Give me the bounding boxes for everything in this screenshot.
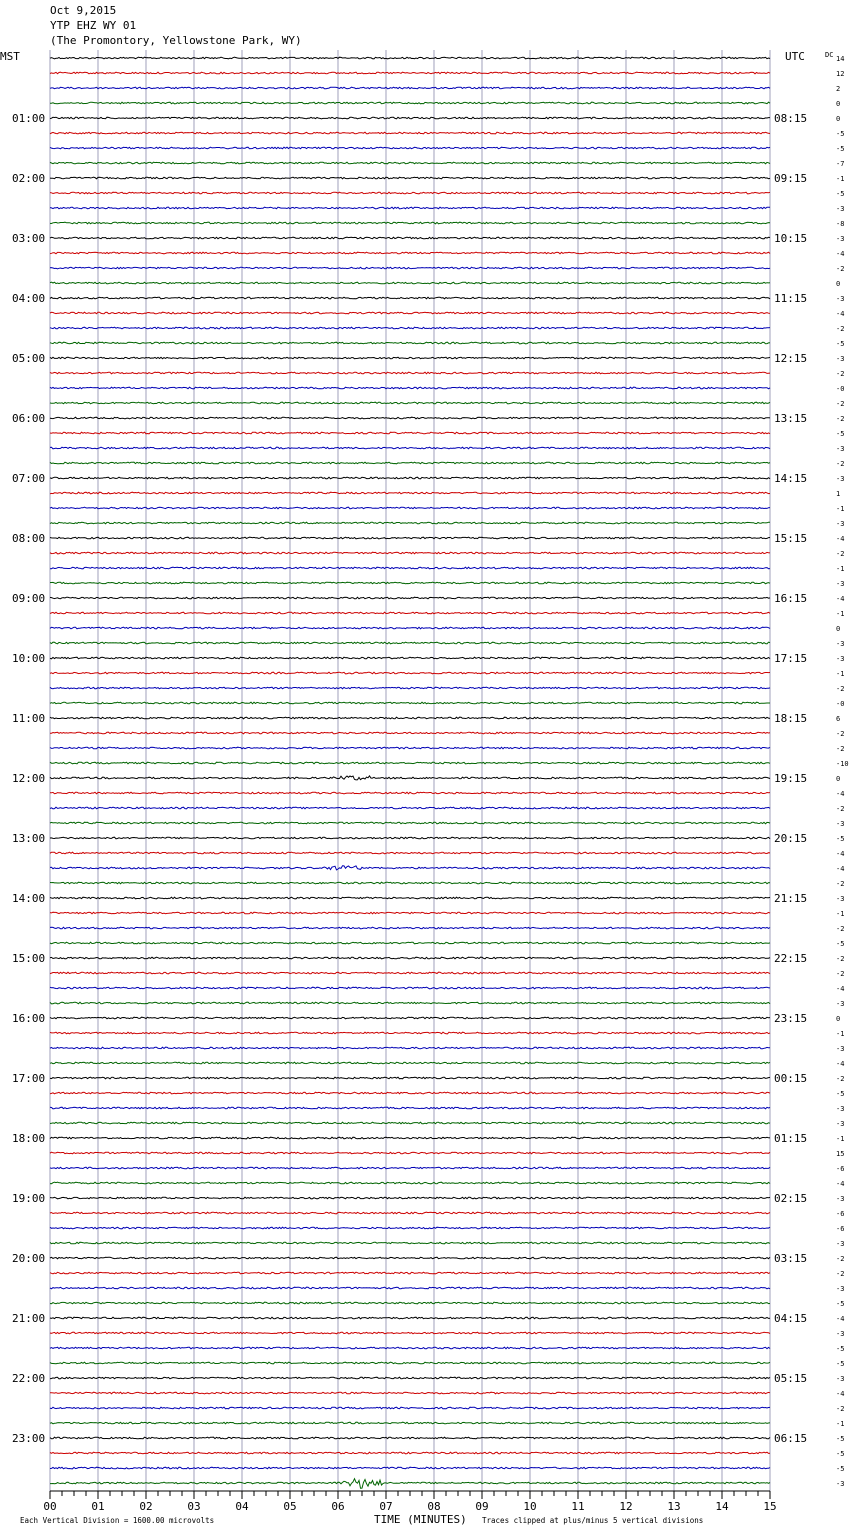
trace-line xyxy=(50,1302,770,1304)
dc-offset-label: -4 xyxy=(836,850,845,858)
trace-line xyxy=(50,1257,770,1259)
trace-line xyxy=(50,1182,770,1184)
dc-offset-label: -2 xyxy=(836,460,845,468)
trace-line xyxy=(50,972,770,974)
dc-offset-label: 14 xyxy=(836,55,845,63)
trace-line xyxy=(50,282,770,284)
scale-note: Each Vertical Division = 1600.00 microvolts xyxy=(20,1516,215,1525)
dc-offset-label: -1 xyxy=(836,565,845,573)
hour-label-right: 12:15 xyxy=(774,352,808,365)
hour-label-right: 20:15 xyxy=(774,832,808,845)
trace-line xyxy=(50,1467,770,1469)
trace-line xyxy=(50,1422,770,1424)
trace-line xyxy=(50,1212,770,1214)
trace-line xyxy=(50,507,770,509)
trace-line xyxy=(50,567,770,569)
hour-label-left: 11:00 xyxy=(12,712,46,725)
hour-label-right: 13:15 xyxy=(774,412,808,425)
trace-line xyxy=(50,762,770,764)
dc-offset-label: 1 xyxy=(836,490,841,498)
dc-offset-label: -5 xyxy=(836,1360,845,1368)
dc-offset-label: -5 xyxy=(836,940,845,948)
dc-offset-label: -3 xyxy=(836,1330,845,1338)
trace-line xyxy=(50,882,770,884)
trace-line xyxy=(50,147,770,149)
hour-label-left: 17:00 xyxy=(12,1072,46,1085)
hour-label-left: 01:00 xyxy=(12,112,46,125)
trace-line xyxy=(50,747,770,749)
dc-offset-label: -4 xyxy=(836,1315,845,1323)
trace-line xyxy=(50,1287,770,1289)
dc-offset-label: -3 xyxy=(836,1000,845,1008)
trace-line xyxy=(50,717,770,719)
trace-line xyxy=(50,522,770,524)
trace-line xyxy=(50,1377,770,1379)
trace-line xyxy=(50,117,770,119)
dc-offset-label: -3 xyxy=(836,1045,845,1053)
dc-offset-label: -3 xyxy=(836,580,845,588)
trace-line xyxy=(50,732,770,734)
trace-line xyxy=(50,1107,770,1109)
trace-line xyxy=(50,597,770,599)
dc-offset-label: -2 xyxy=(836,730,845,738)
trace-line xyxy=(50,312,770,314)
dc-offset-label: -4 xyxy=(836,790,845,798)
trace-line xyxy=(50,807,770,809)
trace-line xyxy=(50,852,770,854)
dc-offset-label: -2 xyxy=(836,1255,845,1263)
dc-offset-label: -2 xyxy=(836,415,845,423)
time-axis xyxy=(43,1491,776,1513)
dc-offset-label: 0 xyxy=(836,280,841,288)
hour-label-left: 18:00 xyxy=(12,1132,46,1145)
trace-line xyxy=(50,342,770,344)
trace-line xyxy=(50,417,770,419)
hour-label-right: 03:15 xyxy=(774,1252,808,1265)
dc-offset-label: -4 xyxy=(836,595,845,603)
trace-line xyxy=(50,957,770,959)
dc-offset-label: -5 xyxy=(836,1345,845,1353)
trace-line xyxy=(50,1032,770,1034)
dc-offset-label: -4 xyxy=(836,1180,845,1188)
trace-line xyxy=(50,1272,770,1274)
dc-offset-label: -3 xyxy=(836,235,845,243)
dc-offset-label: -1 xyxy=(836,670,845,678)
trace-line xyxy=(50,1137,770,1139)
trace-line xyxy=(50,702,770,704)
trace-line xyxy=(50,657,770,659)
trace-line xyxy=(50,1452,770,1454)
dc-offset-label: 0 xyxy=(836,775,841,783)
trace-line xyxy=(50,1242,770,1244)
hour-label-right: 23:15 xyxy=(774,1012,808,1025)
dc-offset-label: -5 xyxy=(836,1435,845,1443)
trace-line xyxy=(50,462,770,464)
dc-offset-label: -2 xyxy=(836,745,845,753)
trace-line xyxy=(50,402,770,404)
dc-offset-label: -5 xyxy=(836,145,845,153)
dc-offset-label: -2 xyxy=(836,325,845,333)
dc-offset-label: -2 xyxy=(836,370,845,378)
dc-offset-label: -5 xyxy=(836,1090,845,1098)
dc-offset-label: -6 xyxy=(836,1210,845,1218)
hour-label-right: 11:15 xyxy=(774,292,808,305)
x-tick-label: 09 xyxy=(475,1500,489,1513)
hour-label-left: 09:00 xyxy=(12,592,46,605)
x-tick-label: 11 xyxy=(571,1500,585,1513)
hour-label-left: 07:00 xyxy=(12,472,46,485)
hour-label-right: 01:15 xyxy=(774,1132,808,1145)
trace-line xyxy=(50,1392,770,1394)
dc-offset-label: 0 xyxy=(836,1015,841,1023)
trace-line xyxy=(50,776,770,780)
dc-offset-label: 0 xyxy=(836,100,841,108)
trace-line xyxy=(50,492,770,494)
trace-line xyxy=(50,1332,770,1334)
hour-label-right: 21:15 xyxy=(774,892,808,905)
dc-offset-label: -3 xyxy=(836,1105,845,1113)
dc-offset-label: -3 xyxy=(836,295,845,303)
x-tick-label: 05 xyxy=(283,1500,297,1513)
x-tick-label: 10 xyxy=(523,1500,537,1513)
trace-line xyxy=(50,207,770,209)
trace-group xyxy=(50,57,770,1488)
hour-label-right: 22:15 xyxy=(774,952,808,965)
dc-offset-label: -1 xyxy=(836,175,845,183)
dc-offset-label: -5 xyxy=(836,190,845,198)
trace-line xyxy=(50,582,770,584)
hour-label-left: 15:00 xyxy=(12,952,46,965)
x-tick-label: 06 xyxy=(331,1500,345,1513)
hour-label-left: 10:00 xyxy=(12,652,46,665)
trace-line xyxy=(50,132,770,134)
hour-label-right: 14:15 xyxy=(774,472,808,485)
hour-label-right: 00:15 xyxy=(774,1072,808,1085)
dc-offset-label: -3 xyxy=(836,895,845,903)
hour-label-left: 20:00 xyxy=(12,1252,46,1265)
station-code: YTP EHZ WY 01 xyxy=(50,19,137,32)
station-location: (The Promontory, Yellowstone Park, WY) xyxy=(50,34,302,47)
dc-offset-label: -3 xyxy=(836,1375,845,1383)
trace-line xyxy=(50,1167,770,1169)
dc-offset-label: -3 xyxy=(836,640,845,648)
x-tick-label: 01 xyxy=(91,1500,105,1513)
trace-line xyxy=(50,102,770,104)
dc-offset-label: -2 xyxy=(836,925,845,933)
trace-line xyxy=(50,327,770,329)
trace-line xyxy=(50,57,770,59)
dc-offset-label: -5 xyxy=(836,1300,845,1308)
trace-line xyxy=(50,222,770,224)
hour-label-right: 17:15 xyxy=(774,652,808,665)
trace-line xyxy=(50,1479,770,1489)
trace-line xyxy=(50,687,770,689)
dc-offset-label: -4 xyxy=(836,985,845,993)
x-axis-title: TIME (MINUTES) xyxy=(374,1513,467,1526)
dc-offset-label: -2 xyxy=(836,550,845,558)
dc-offset-label: -2 xyxy=(836,1270,845,1278)
dc-offset-label: -0 xyxy=(836,700,845,708)
x-tick-label: 15 xyxy=(763,1500,777,1513)
dc-offset-label: -6 xyxy=(836,1165,845,1173)
trace-line xyxy=(50,267,770,269)
trace-line xyxy=(50,477,770,479)
dc-offset-label: -4 xyxy=(836,1060,845,1068)
trace-line xyxy=(50,387,770,389)
dc-offset-label: -1 xyxy=(836,910,845,918)
trace-line xyxy=(50,1437,770,1439)
hour-label-right: 08:15 xyxy=(774,112,808,125)
trace-line xyxy=(50,252,770,254)
hour-label-right: 15:15 xyxy=(774,532,808,545)
dc-offset-label: -1 xyxy=(836,1135,845,1143)
trace-line xyxy=(50,1197,770,1199)
dc-offset-label: -7 xyxy=(836,160,845,168)
dc-offset-label: 15 xyxy=(836,1150,845,1158)
hour-label-right: 16:15 xyxy=(774,592,808,605)
dc-offset-label: -8 xyxy=(836,220,845,228)
hour-label-left: 14:00 xyxy=(12,892,46,905)
x-tick-label: 02 xyxy=(139,1500,153,1513)
hour-label-left: 04:00 xyxy=(12,292,46,305)
hour-label-left: 06:00 xyxy=(12,412,46,425)
dc-offset-label: 0 xyxy=(836,115,841,123)
hour-label-right: 04:15 xyxy=(774,1312,808,1325)
trace-line xyxy=(50,72,770,74)
dc-offset-label: -2 xyxy=(836,805,845,813)
hour-label-left: 13:00 xyxy=(12,832,46,845)
hour-label-left: 21:00 xyxy=(12,1312,46,1325)
trace-line xyxy=(50,357,770,359)
dc-offset-label: -5 xyxy=(836,130,845,138)
hour-label-left: 12:00 xyxy=(12,772,46,785)
trace-line xyxy=(50,1017,770,1019)
chart-date: Oct 9,2015 xyxy=(50,4,117,17)
dc-offset-label: -5 xyxy=(836,1465,845,1473)
dc-offset-label: -5 xyxy=(836,835,845,843)
trace-line xyxy=(50,1092,770,1094)
dc-offset-label: -2 xyxy=(836,880,845,888)
trace-line xyxy=(50,912,770,914)
dc-offset-label: -5 xyxy=(836,340,845,348)
clip-note: Traces clipped at plus/minus 5 vertical divisions xyxy=(482,1516,704,1525)
dc-offset-label: -4 xyxy=(836,250,845,258)
trace-line xyxy=(50,87,770,89)
trace-line xyxy=(50,792,770,794)
dc-offset-label: -3 xyxy=(836,1195,845,1203)
trace-line xyxy=(50,1062,770,1064)
dc-offset-label: -1 xyxy=(836,610,845,618)
trace-line xyxy=(50,627,770,629)
dc-offset-label: 12 xyxy=(836,70,845,78)
hour-label-right: 19:15 xyxy=(774,772,808,785)
dc-column-label: DC xyxy=(825,51,834,59)
trace-line xyxy=(50,942,770,944)
dc-offset-label: -3 xyxy=(836,445,845,453)
trace-line xyxy=(50,672,770,674)
hour-label-right: 06:15 xyxy=(774,1432,808,1445)
dc-offset-label: -4 xyxy=(836,310,845,318)
dc-offset-label: -2 xyxy=(836,1405,845,1413)
minute-grid xyxy=(50,50,770,1491)
x-tick-label: 12 xyxy=(619,1500,633,1513)
trace-line xyxy=(50,1362,770,1364)
dc-offset-label: -2 xyxy=(836,685,845,693)
trace-line xyxy=(50,192,770,194)
trace-line xyxy=(50,822,770,824)
dc-offset-label: 6 xyxy=(836,715,841,723)
dc-offset-label: -3 xyxy=(836,520,845,528)
dc-offset-label: -2 xyxy=(836,265,845,273)
hour-label-left: 23:00 xyxy=(12,1432,46,1445)
hour-label-right: 10:15 xyxy=(774,232,808,245)
dc-offset-label: -3 xyxy=(836,820,845,828)
trace-line xyxy=(50,1002,770,1004)
x-tick-label: 04 xyxy=(235,1500,249,1513)
dc-offset-label: -10 xyxy=(836,760,849,768)
hour-label-left: 22:00 xyxy=(12,1372,46,1385)
trace-line xyxy=(50,372,770,374)
trace-line xyxy=(50,927,770,929)
hour-label-right: 09:15 xyxy=(774,172,808,185)
trace-line xyxy=(50,612,770,614)
x-tick-label: 03 xyxy=(187,1500,201,1513)
right-timezone-label: UTC xyxy=(785,50,805,63)
dc-offset-label: -2 xyxy=(836,400,845,408)
hour-label-left: 08:00 xyxy=(12,532,46,545)
x-tick-label: 07 xyxy=(379,1500,393,1513)
dc-offset-label: -3 xyxy=(836,1285,845,1293)
hour-label-right: 02:15 xyxy=(774,1192,808,1205)
hour-label-left: 02:00 xyxy=(12,172,46,185)
trace-line xyxy=(50,237,770,239)
dc-offset-label: -2 xyxy=(836,955,845,963)
x-tick-label: 14 xyxy=(715,1500,729,1513)
trace-line xyxy=(50,987,770,989)
dc-offset-label: -5 xyxy=(836,1450,845,1458)
hour-label-left: 19:00 xyxy=(12,1192,46,1205)
dc-offset-label: -3 xyxy=(836,1480,845,1488)
dc-offset-label: -4 xyxy=(836,1390,845,1398)
trace-line xyxy=(50,837,770,839)
dc-offset-label: -4 xyxy=(836,865,845,873)
trace-line xyxy=(50,297,770,299)
trace-line xyxy=(50,1317,770,1319)
dc-offset-label: 2 xyxy=(836,85,841,93)
trace-line xyxy=(50,552,770,554)
trace-line xyxy=(50,432,770,434)
dc-offset-label: -2 xyxy=(836,970,845,978)
dc-offset-label: -1 xyxy=(836,1030,845,1038)
hour-label-right: 18:15 xyxy=(774,712,808,725)
dc-offset-label: -3 xyxy=(836,205,845,213)
trace-line xyxy=(50,1227,770,1229)
dc-offset-label: 0 xyxy=(836,625,841,633)
trace-line xyxy=(50,1047,770,1049)
hour-label-left: 05:00 xyxy=(12,352,46,365)
dc-offset-label: -1 xyxy=(836,1420,845,1428)
x-tick-label: 08 xyxy=(427,1500,441,1513)
dc-offset-label: -3 xyxy=(836,655,845,663)
dc-offset-label: -3 xyxy=(836,1240,845,1248)
trace-line xyxy=(50,897,770,899)
dc-offset-label: -3 xyxy=(836,475,845,483)
dc-offset-label: -2 xyxy=(836,1075,845,1083)
x-tick-label: 13 xyxy=(667,1500,681,1513)
dc-offset-label: -0 xyxy=(836,385,845,393)
dc-offset-label: -1 xyxy=(836,505,845,513)
trace-line xyxy=(50,1122,770,1124)
trace-line xyxy=(50,162,770,164)
x-tick-label: 00 xyxy=(43,1500,57,1513)
trace-line xyxy=(50,866,770,870)
dc-offset-label: -6 xyxy=(836,1225,845,1233)
dc-offset-label: -3 xyxy=(836,355,845,363)
trace-line xyxy=(50,177,770,179)
dc-offset-label: -5 xyxy=(836,430,845,438)
hour-label-left: 16:00 xyxy=(12,1012,46,1025)
trace-line xyxy=(50,1347,770,1349)
trace-line xyxy=(50,537,770,539)
dc-offset-label: -3 xyxy=(836,1120,845,1128)
trace-line xyxy=(50,1077,770,1079)
trace-line xyxy=(50,1152,770,1154)
trace-line xyxy=(50,1407,770,1409)
hour-label-left: 03:00 xyxy=(12,232,46,245)
trace-line xyxy=(50,447,770,449)
dc-offset-label: -4 xyxy=(836,535,845,543)
trace-line xyxy=(50,642,770,644)
left-timezone-label: MST xyxy=(0,50,20,63)
hour-label-right: 05:15 xyxy=(774,1372,808,1385)
